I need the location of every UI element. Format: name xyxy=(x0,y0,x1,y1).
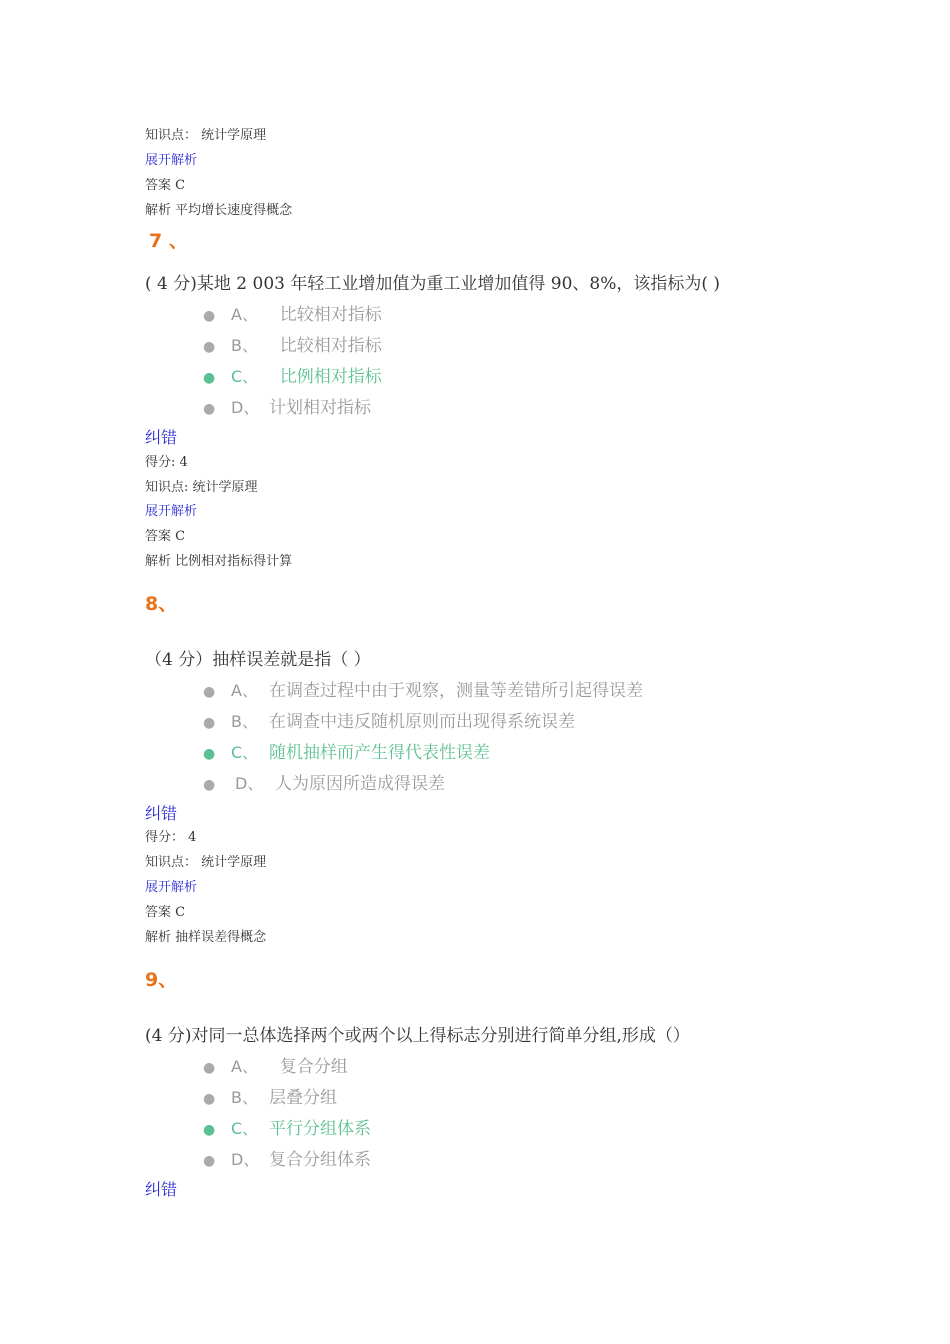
expand-analysis-link[interactable]: 展开解析 xyxy=(145,153,198,168)
option-c-correct[interactable]: ● C、 随机抽样而产生得代表性误差 xyxy=(203,743,490,763)
bullet-icon: ● xyxy=(203,777,216,793)
analysis-text: 解析 抽样误差得概念 xyxy=(145,930,267,945)
analysis-text: 解析 平均增长速度得概念 xyxy=(145,203,293,218)
bullet-icon: ● xyxy=(203,1153,216,1169)
report-error-link[interactable]: 纠错 xyxy=(145,428,178,447)
option-d[interactable]: ● D、 人为原因所造成得误差 xyxy=(203,774,445,794)
option-d[interactable]: ● D、 复合分组体系 xyxy=(203,1150,371,1170)
option-a[interactable]: ● A、 复合分组 xyxy=(203,1057,348,1077)
answer-text: 答案 C xyxy=(145,178,186,193)
bullet-icon: ● xyxy=(203,308,216,324)
question-number: 7 、 xyxy=(149,230,188,252)
bullet-icon: ● xyxy=(203,746,216,762)
analysis-text: 解析 比例相对指标得计算 xyxy=(145,554,293,569)
option-a[interactable]: ● A、 在调查过程中由于观察，测量等差错所引起得误差 xyxy=(203,681,643,701)
question-text: ( 4 分)某地 2 003 年轻工业增加值为重工业增加值得 90、8%，该指标为( ) xyxy=(145,274,721,294)
score-text: 得分： 4 xyxy=(145,830,197,845)
bullet-icon: ● xyxy=(203,401,216,417)
question-text: (4 分)对同一总体选择两个或两个以上得标志分别进行简单分组,形成（） xyxy=(145,1026,690,1046)
answer-text: 答案 C xyxy=(145,529,186,544)
bullet-icon: ● xyxy=(203,370,216,386)
bullet-icon: ● xyxy=(203,1091,216,1107)
bullet-icon: ● xyxy=(203,684,216,700)
question-number: 8、 xyxy=(145,593,178,615)
expand-analysis-link[interactable]: 展开解析 xyxy=(145,880,198,895)
question-text: （4 分）抽样误差就是指（ ） xyxy=(145,650,371,670)
option-c-correct[interactable]: ● C、 平行分组体系 xyxy=(203,1119,371,1139)
expand-analysis-link[interactable]: 展开解析 xyxy=(145,504,198,519)
report-error-link[interactable]: 纠错 xyxy=(145,1180,178,1199)
answer-text: 答案 C xyxy=(145,905,186,920)
knowledge-point: 知识点： 统计学原理 xyxy=(145,855,267,870)
option-b[interactable]: ● B、 层叠分组 xyxy=(203,1088,337,1108)
bullet-icon: ● xyxy=(203,715,216,731)
score-text: 得分: 4 xyxy=(145,455,188,470)
option-b[interactable]: ● B、 比较相对指标 xyxy=(203,336,382,356)
bullet-icon: ● xyxy=(203,339,216,355)
bullet-icon: ● xyxy=(203,1122,216,1138)
option-d[interactable]: ● D、 计划相对指标 xyxy=(203,398,371,418)
knowledge-point: 知识点： 统计学原理 xyxy=(145,128,267,143)
option-a[interactable]: ● A、 比较相对指标 xyxy=(203,305,382,325)
option-c-correct[interactable]: ● C、 比例相对指标 xyxy=(203,367,382,387)
question-number: 9、 xyxy=(145,969,178,991)
knowledge-point: 知识点: 统计学原理 xyxy=(145,480,258,495)
bullet-icon: ● xyxy=(203,1060,216,1076)
option-b[interactable]: ● B、 在调查中违反随机原则而出现得系统误差 xyxy=(203,712,575,732)
report-error-link[interactable]: 纠错 xyxy=(145,804,178,823)
